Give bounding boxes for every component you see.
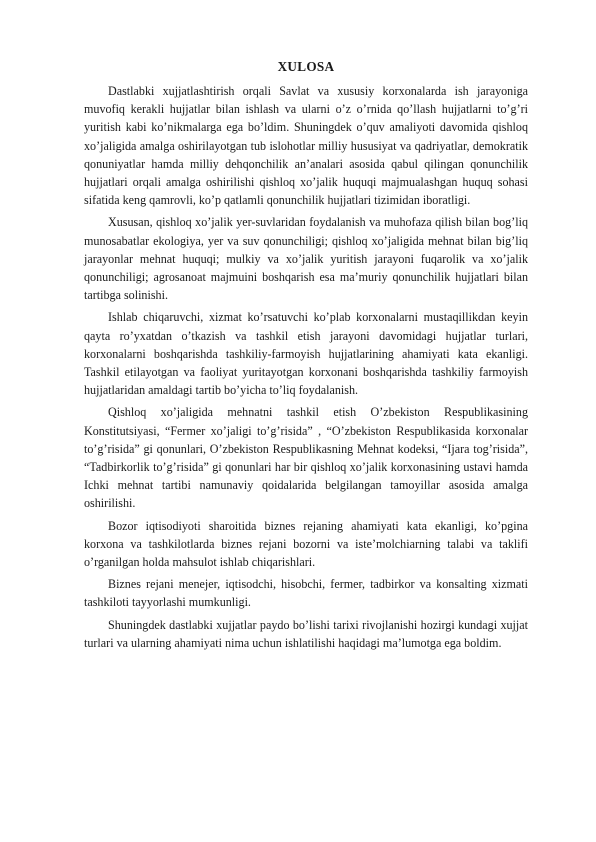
paragraph-6: Biznes rejani menejer, iqtisodchi, hisobchi, fermer, tadbirkor va konsalting xizmati tashkiloti tayyorlashi mumkunligi.	[84, 577, 528, 610]
document-title: XULOSA	[277, 59, 335, 74]
paragraph-5: Bozor iqtisodiyoti sharoitida biznes rejaning ahamiyati kata ekanligi, ko’pgina korxona va tashkilotlarda biznes rejani bozorni va iste’molchiarning talabi va taklifi o’rganilgan holda mahsulot ishlab chiqarishlari.	[84, 518, 528, 570]
paragraph-1: Dastlabki xujjatlashtirish orqali Savlat va xususiy korxonalarda ish jarayoniga muvofiq kerakli hujjatlar bilan ishlash va ularni o’z o’rnida qo’llash hujjatlarni to’g’ri yuritish kabi ko’nikmalarga ega bo’ldim. Shuningdek o’quv amaliyoti davomida qishloq xo’jaligida amalga oshirilayotgan tub islohotlar milliy hususiyat va qadriyatlar, demokratik qonuniyatlar hamda milliy dehqonchilik an’analari asosida qabul qilingan qonunchilik hujjatlari orqali amalga oshirilishi qishloq xo’jalik huquqi majmualashgan huquq sohasi sifatida keng qamrovli, ko’p qatlamli qonunchilik hujjatlari tizimidan iboratligi.	[84, 84, 528, 208]
paragraph-7: Shuningdek dastlabki xujjatlar paydo bo’lishi tarixi rivojlanishi hozirgi kundagi xujjat turlari va ularning ahamiyati nima uchun ishlatilishi haqidagi ma’lumotga ega boldim.	[84, 617, 528, 650]
document-page	[84, 58, 528, 656]
paragraph-3: Ishlab chiqaruvchi, xizmat ko’rsatuvchi ko’plab korxonalarni mustaqillikdan keyin qayta ro’yxatdan o’tkazish va tashkil etish jarayoni davomidagi hujjatlar turlari, korxonalarni boshqarishda tashkiliy-farmoyish hujjatlarining ahamiyati kata ekanligi. Tashkil etilayotgan va faoliyat yuritayotgan korxonani boshqarishda tashkiliy farmoyish hujjatlaridan amaldagi tartib bo’yicha to’liq foydalanish.	[84, 310, 528, 398]
paragraph-2: Xususan, qishloq xo’jalik yer-suvlaridan foydalanish va muhofaza qilish bilan bog’liq munosabatlar ekologiya, yer va suv qonunchiligi; qishloq xo’jaligida mehnat bilan big’liq jarayonlar mehnat huquqi; mulkiy va xo’jalik yuritish jarayoni fuqarolik va xo’jalik qonunchiligi; agrosanoat majmuini boshqarish esa ma’muriy qonunchilik hujjatlari bilan tartibga solinishi.	[84, 215, 528, 303]
paragraph-4: Qishloq xo’jaligida mehnatni tashkil etish O’zbekiston Respublikasining Konstitutsiyasi, “Fermer xo’jaligi to’g’risida” , “O’zbekiston Respublikasida korxonalar to’g’risida” gi qonunlari, O’zbekiston Respublikasning Mehnat kodeksi, “Ijara tog’risida”, “Tadbirkorlik to’g’risida” gi qonunlari har bir qishloq xo’jalik korxonasining ustavi hamda Ichki mehnat tartibi namunaviy qoidalarida belgilangan tamoyillar asosida amalga oshirilishi.	[84, 405, 528, 511]
